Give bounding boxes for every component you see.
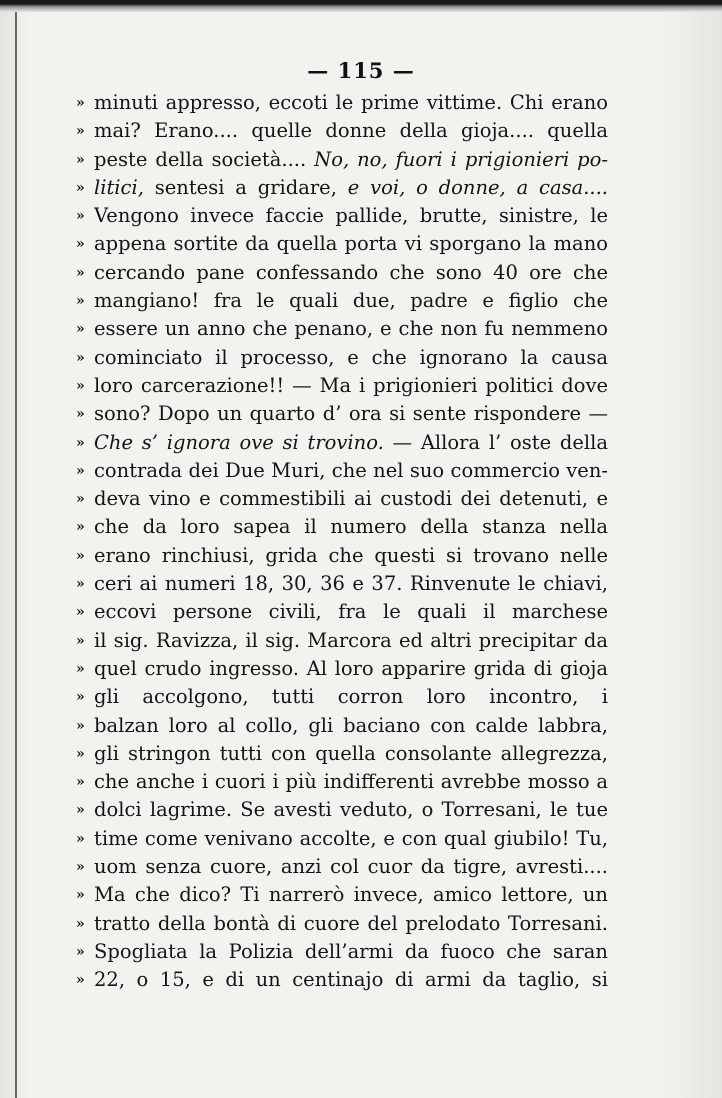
quotation-mark: » (76, 321, 85, 338)
quotation-mark: » (76, 689, 85, 706)
line-text (94, 881, 608, 909)
text-segment: deva vino e commestibili ai custodi dei detenuti, e (94, 487, 608, 511)
text-line (76, 683, 608, 711)
quotation-mark: » (76, 95, 85, 111)
text-segment: minuti appresso, eccoti le prime vittime. Chi erano (94, 91, 608, 114)
line-text (94, 287, 608, 315)
text-line (76, 485, 608, 513)
text-segment: sono? Dopo un quarto d’ ora si sente rispondere — (94, 402, 608, 426)
quotation-mark: » (76, 774, 85, 791)
text-line (76, 712, 608, 740)
line-text (94, 117, 608, 145)
body-text (76, 89, 608, 995)
text-line (76, 230, 608, 258)
line-text (94, 230, 608, 258)
line-text (94, 768, 608, 796)
text-segment: Spogliata la Polizia dell’armi da fuoco che saran (94, 939, 608, 963)
quotation-mark: » (76, 887, 85, 904)
text-line (76, 400, 608, 428)
text-line (76, 938, 608, 966)
text-line (76, 655, 608, 683)
quotation-mark: » (76, 604, 85, 621)
text-segment: mai? Erano.... quelle donne della gioja.... quella (94, 119, 608, 143)
quotation-mark: » (76, 972, 85, 989)
line-text (94, 344, 608, 372)
line-text (94, 146, 608, 174)
quotation-mark: » (76, 830, 85, 847)
text-segment: che da loro sapea il numero della stanza nella (94, 515, 608, 539)
italic-segment: No, no, fuori i prigionieri po- (314, 147, 608, 171)
line-text (94, 89, 608, 117)
text-line (76, 966, 608, 994)
italic-segment: e voi, o donne, a casa.... (347, 175, 608, 199)
page-number: — 115 — (307, 58, 415, 83)
text-line (76, 287, 608, 315)
quotation-mark: » (76, 208, 85, 225)
text-segment: — Allora l’ oste della (383, 430, 608, 454)
line-text (94, 429, 608, 457)
text-line (76, 259, 608, 287)
text-segment: sentesi a gridare, (143, 175, 348, 199)
text-line (76, 117, 608, 145)
quotation-mark: » (76, 434, 85, 451)
text-segment: loro carcerazione!! — Ma i prigionieri politici dove (94, 373, 608, 397)
text-segment: balzan loro al collo, gli baciano con calde labbra, (94, 713, 608, 737)
text-line (76, 910, 608, 938)
quotation-mark: » (76, 717, 85, 734)
text-segment: essere un anno che penano, e che non fu nemmeno (94, 317, 608, 341)
text-line (76, 429, 608, 457)
quotation-mark: » (76, 576, 85, 593)
text-segment: time come venivano accolte, e con qual giubilo! Tu, (94, 826, 608, 850)
text-line (76, 627, 608, 655)
text-line (76, 740, 608, 768)
text-line (76, 796, 608, 824)
text-segment: Vengono invece faccie pallide, brutte, sinistre, le (94, 204, 608, 228)
text-line (76, 881, 608, 909)
text-line (76, 174, 608, 202)
text-segment: quel crudo ingresso. Al loro apparire grida di gioja (94, 656, 608, 680)
italic-segment: litici, (94, 175, 144, 199)
line-text (94, 513, 608, 541)
line-text (94, 485, 608, 513)
line-text (94, 966, 608, 994)
italic-segment: Che s’ ignora ove si trovino. (94, 430, 384, 454)
text-segment: erano rinchiusi, grida che questi si trovano nelle (94, 543, 608, 567)
line-text (94, 853, 608, 881)
quotation-mark: » (76, 123, 85, 140)
quotation-mark: » (76, 915, 85, 932)
line-text (94, 796, 608, 824)
quotation-mark: » (76, 293, 85, 310)
quotation-mark: » (76, 462, 85, 479)
quotation-mark: » (76, 264, 85, 281)
quotation-mark: » (76, 745, 85, 762)
line-text (94, 400, 608, 428)
quotation-mark: » (76, 406, 85, 423)
line-text (94, 259, 608, 287)
quotation-mark: » (76, 236, 85, 253)
text-line (76, 146, 608, 174)
text-segment: dolci lagrime. Se avesti veduto, o Torresani, le tue (94, 798, 608, 822)
text-line (76, 768, 608, 796)
line-text (94, 740, 608, 768)
quotation-mark: » (76, 491, 85, 508)
text-segment: il sig. Ravizza, il sig. Marcora ed altri precipitar da (94, 628, 608, 652)
text-segment: uom senza cuore, anzi col cuor da tigre, avresti.... (94, 855, 608, 879)
line-text (94, 598, 608, 626)
quotation-mark: » (76, 151, 85, 168)
text-segment: cercando pane confessando che sono 40 ore che (94, 260, 608, 284)
text-line (76, 89, 608, 117)
line-text (94, 570, 608, 598)
quotation-mark: » (76, 519, 85, 536)
line-text (94, 910, 608, 938)
page-top-edge (0, 0, 722, 12)
quotation-mark: » (76, 179, 85, 196)
quotation-mark: » (76, 943, 85, 960)
text-segment: tratto della bontà di cuore del prelodato Torresani. (94, 911, 608, 935)
text-segment: gli accolgono, tutti corron loro incontro, i (94, 685, 608, 709)
text-segment: Ma che dico? Ti narrerò invece, amico lettore, un (94, 883, 608, 907)
text-segment: eccovi persone civili, fra le quali il marchese (94, 600, 608, 624)
line-text (94, 655, 608, 683)
text-segment: cominciato il processo, e che ignorano la causa (94, 345, 608, 369)
line-text (94, 542, 608, 570)
line-text (94, 712, 608, 740)
line-text (94, 174, 608, 202)
text-segment: mangiano! fra le quali due, padre e figlio che (94, 289, 608, 313)
text-segment: 22, o 15, e di un centinajo di armi da taglio, si (94, 968, 608, 992)
quotation-mark: » (76, 802, 85, 819)
line-text (94, 372, 608, 400)
line-text (94, 683, 608, 711)
text-segment: appena sortite da quella porta vi sporgano la mano (94, 232, 608, 256)
text-line (76, 457, 608, 485)
text-segment: peste della società.... (94, 147, 315, 171)
quotation-mark: » (76, 632, 85, 649)
quotation-mark: » (76, 660, 85, 677)
text-line (76, 513, 608, 541)
quotation-mark: » (76, 859, 85, 876)
text-line (76, 853, 608, 881)
text-line (76, 825, 608, 853)
text-line (76, 372, 608, 400)
quotation-mark: » (76, 349, 85, 366)
text-segment: che anche i cuori i più indifferenti avrebbe mosso a (94, 770, 608, 794)
text-line (76, 344, 608, 372)
text-line (76, 202, 608, 230)
line-text (94, 457, 608, 485)
text-segment: contrada dei Due Muri, che nel suo commercio ven- (94, 458, 608, 482)
page-binding-edge (15, 10, 17, 1098)
line-text (94, 627, 608, 655)
page-right-margin-shadow (662, 0, 722, 1098)
quotation-mark: » (76, 377, 85, 394)
text-segment: ceri ai numeri 18, 30, 36 e 37. Rinvenute le chiavi, (94, 572, 608, 596)
line-text (94, 202, 608, 230)
text-line (76, 598, 608, 626)
line-text (94, 315, 608, 343)
text-line (76, 570, 608, 598)
text-line (76, 542, 608, 570)
text-segment: gli stringon tutti con quella consolante allegrezza, (94, 741, 608, 765)
line-text (94, 825, 608, 853)
text-line (76, 315, 608, 343)
line-text (94, 938, 608, 966)
quotation-mark: » (76, 547, 85, 564)
